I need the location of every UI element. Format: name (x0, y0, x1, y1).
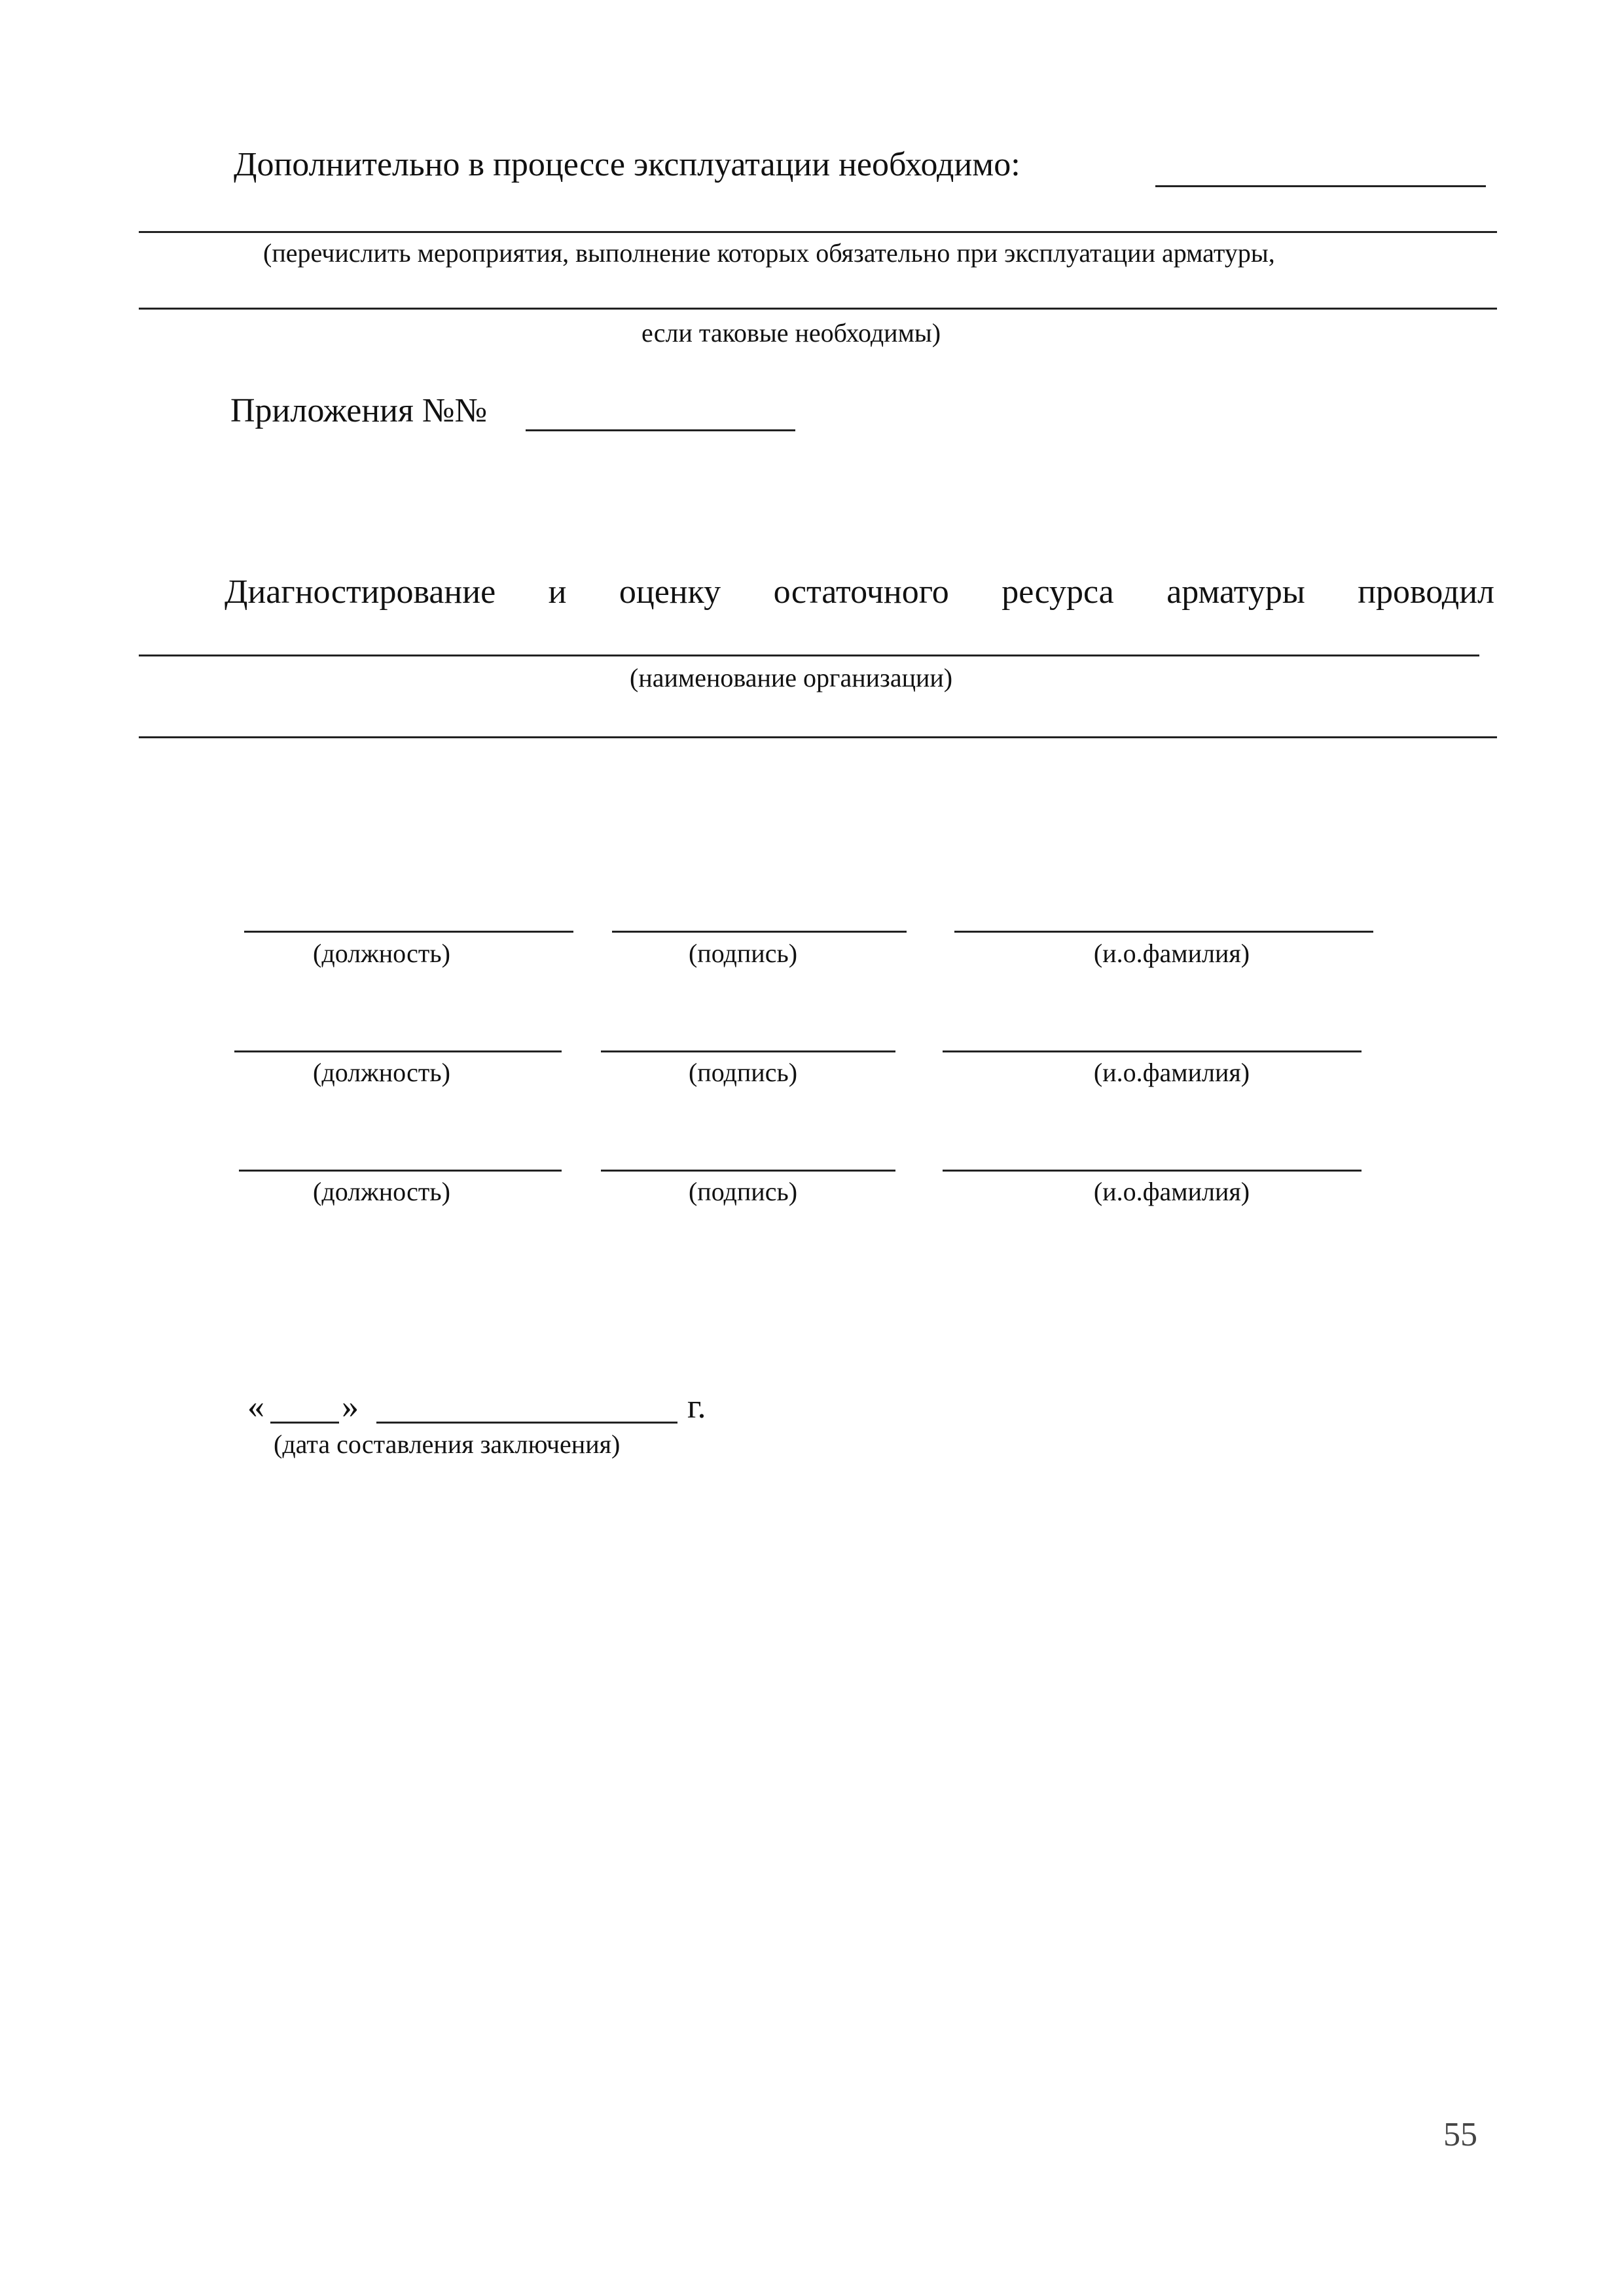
name-line[interactable] (943, 1050, 1362, 1052)
signature-caption: (подпись) (688, 939, 798, 968)
name-line[interactable] (943, 1170, 1362, 1172)
date-day-blank[interactable] (270, 1422, 339, 1424)
name-caption: (и.о.фамилия) (1093, 1058, 1250, 1087)
date-close-quote: » (342, 1388, 359, 1426)
date-hint: (дата составления заключения) (274, 1429, 621, 1459)
diagnostics-word: и (548, 573, 567, 611)
position-caption: (должность) (313, 1058, 450, 1087)
organization-line-1[interactable] (139, 655, 1479, 656)
name-line[interactable] (954, 931, 1373, 933)
organization-hint: (наименование организации) (630, 663, 953, 692)
signature-caption: (подпись) (688, 1058, 798, 1087)
diagnostics-word: оценку (619, 573, 721, 611)
signature-line[interactable] (612, 931, 907, 933)
position-line[interactable] (244, 931, 573, 933)
position-caption: (должность) (313, 939, 450, 968)
position-caption: (должность) (313, 1177, 450, 1206)
date-year-suffix: г. (687, 1388, 706, 1426)
additional-measures-blank[interactable] (1155, 185, 1486, 187)
position-line[interactable] (234, 1050, 562, 1052)
measures-hint-line2: если таковые необходимы) (641, 318, 941, 348)
diagnostics-word: проводил (1358, 573, 1494, 611)
date-open-quote: « (247, 1388, 264, 1426)
measures-line-2[interactable] (139, 308, 1497, 310)
measures-hint-line1: (перечислить мероприятия, выполнение которых обязательно при эксплуатации арматуры, (263, 238, 1275, 268)
measures-line-1[interactable] (139, 231, 1497, 233)
position-line[interactable] (239, 1170, 562, 1172)
diagnostics-word: арматуры (1166, 573, 1305, 611)
organization-line-2[interactable] (139, 736, 1497, 738)
signature-line[interactable] (601, 1050, 895, 1052)
appendix-blank[interactable] (526, 429, 795, 431)
date-month-year-blank[interactable] (376, 1422, 677, 1424)
diagnostics-word: остаточного (773, 573, 949, 611)
name-caption: (и.о.фамилия) (1093, 939, 1250, 968)
name-caption: (и.о.фамилия) (1093, 1177, 1250, 1206)
signature-line[interactable] (601, 1170, 895, 1172)
diagnostics-word: Диагностирование (225, 573, 496, 611)
appendix-label: Приложения №№ (230, 392, 488, 429)
signature-caption: (подпись) (688, 1177, 798, 1206)
additional-measures-label: Дополнительно в процессе эксплуатации необходимо: (234, 146, 1020, 183)
diagnostics-sentence (225, 573, 1494, 612)
diagnostics-word: ресурса (1001, 573, 1114, 611)
page-number: 55 (1443, 2116, 1477, 2153)
